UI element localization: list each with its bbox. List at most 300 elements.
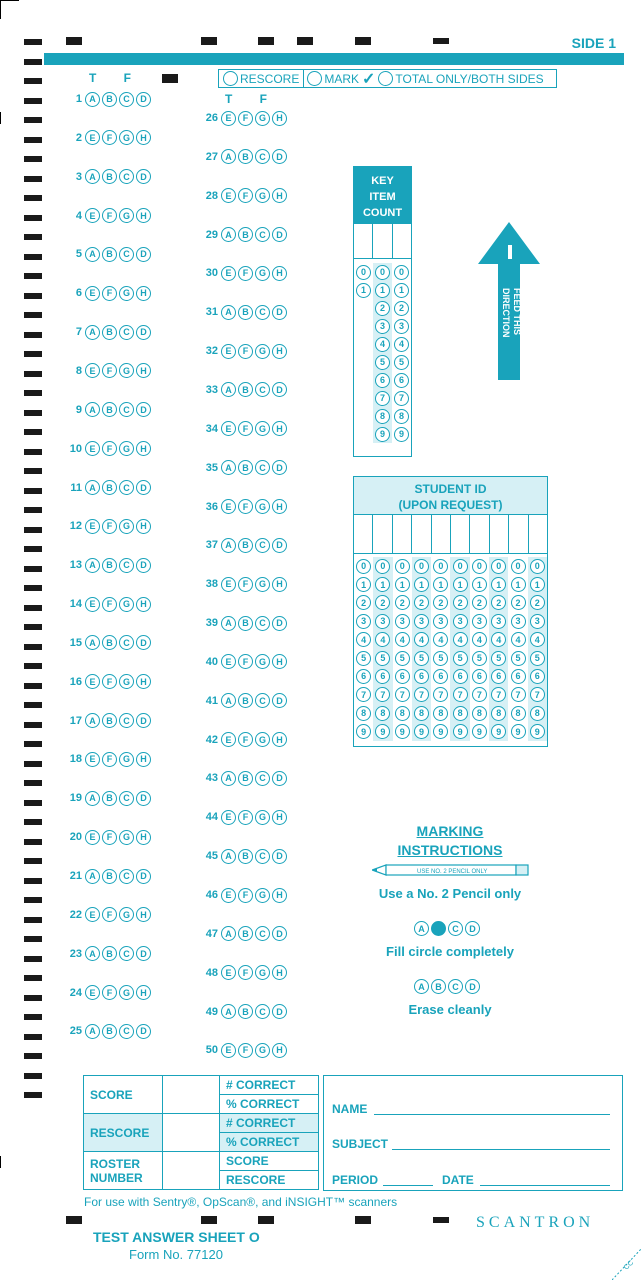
student-id-digit-bubble[interactable]: 3 [472,614,487,629]
answer-bubble-e[interactable]: E [85,985,100,1000]
answer-bubble-b[interactable]: B [102,92,117,107]
student-id-digit-bubble[interactable]: 9 [375,724,390,739]
student-id-write-box[interactable] [509,515,528,553]
student-id-digit-bubble[interactable]: 1 [395,577,410,592]
answer-bubble-d[interactable]: D [136,480,151,495]
answer-bubble-b[interactable]: B [102,480,117,495]
student-id-digit-bubble[interactable]: 6 [414,669,429,684]
student-id-digit-bubble[interactable]: 5 [453,651,468,666]
student-id-digit-bubble[interactable]: 8 [472,706,487,721]
answer-bubble-e[interactable]: E [221,888,236,903]
key-digit-bubble[interactable]: 8 [394,409,409,424]
student-id-digit-bubble[interactable]: 0 [433,559,448,574]
answer-bubble-d[interactable]: D [136,635,151,650]
key-digit-bubble[interactable]: 7 [394,391,409,406]
answer-bubble-c[interactable]: C [119,1024,134,1039]
key-digit-bubble[interactable]: 6 [375,373,390,388]
answer-bubble-e[interactable]: E [221,810,236,825]
answer-bubble-c[interactable]: C [119,791,134,806]
answer-bubble-d[interactable]: D [136,247,151,262]
student-id-digit-bubble[interactable]: 3 [395,614,410,629]
answer-bubble-c[interactable]: C [255,616,270,631]
answer-bubble-h[interactable]: H [136,519,151,534]
student-id-write-box[interactable] [470,515,489,553]
student-id-digit-bubble[interactable]: 7 [491,687,506,702]
answer-bubble-b[interactable]: B [238,460,253,475]
student-id-digit-bubble[interactable]: 4 [472,632,487,647]
answer-bubble-g[interactable]: G [119,752,134,767]
answer-bubble-e[interactable]: E [85,752,100,767]
student-id-digit-bubble[interactable]: 2 [356,595,371,610]
answer-bubble-e[interactable]: E [221,1043,236,1058]
student-id-write-box[interactable] [373,515,392,553]
student-id-digit-bubble[interactable]: 0 [491,559,506,574]
student-id-digit-bubble[interactable]: 4 [491,632,506,647]
answer-bubble-f[interactable]: F [238,188,253,203]
key-digit-bubble[interactable]: 9 [375,427,390,442]
answer-bubble-a[interactable]: A [85,1024,100,1039]
answer-bubble-a[interactable]: A [85,946,100,961]
answer-bubble-f[interactable]: F [102,985,117,1000]
student-id-digit-bubble[interactable]: 6 [375,669,390,684]
student-id-digit-bubble[interactable]: 6 [356,669,371,684]
score-value-cell[interactable] [163,1076,220,1114]
answer-bubble-g[interactable]: G [119,208,134,223]
answer-bubble-d[interactable]: D [136,946,151,961]
answer-bubble-c[interactable]: C [119,713,134,728]
student-id-digit-bubble[interactable]: 8 [395,706,410,721]
key-digit-bubble[interactable]: 0 [375,265,390,280]
student-id-write-box[interactable] [529,515,547,553]
student-id-write-box[interactable] [432,515,451,553]
key-write-box[interactable] [393,224,411,258]
answer-bubble-c[interactable]: C [255,771,270,786]
student-id-digit-bubble[interactable]: 8 [433,706,448,721]
answer-bubble-c[interactable]: C [255,149,270,164]
student-id-digit-bubble[interactable]: 5 [356,651,371,666]
student-id-digit-bubble[interactable]: 5 [395,651,410,666]
answer-bubble-h[interactable]: H [272,111,287,126]
answer-bubble-d[interactable]: D [136,325,151,340]
answer-bubble-h[interactable]: H [272,266,287,281]
name-line[interactable] [374,1114,610,1115]
student-id-digit-bubble[interactable]: 5 [511,651,526,666]
student-id-digit-bubble[interactable]: 2 [511,595,526,610]
answer-bubble-e[interactable]: E [85,363,100,378]
subject-line[interactable] [392,1149,610,1150]
answer-bubble-e[interactable]: E [85,907,100,922]
answer-bubble-d[interactable]: D [136,169,151,184]
student-id-digit-bubble[interactable]: 2 [453,595,468,610]
total-option-bubble[interactable] [378,71,393,86]
answer-bubble-b[interactable]: B [238,1004,253,1019]
answer-bubble-h[interactable]: H [136,985,151,1000]
answer-bubble-g[interactable]: G [119,674,134,689]
answer-bubble-a[interactable]: A [221,305,236,320]
student-id-digit-bubble[interactable]: 7 [453,687,468,702]
student-id-digit-bubble[interactable]: 8 [453,706,468,721]
answer-bubble-e[interactable]: E [85,597,100,612]
student-id-digit-bubble[interactable]: 8 [511,706,526,721]
answer-bubble-a[interactable]: A [221,693,236,708]
student-id-digit-bubble[interactable]: 4 [433,632,448,647]
answer-bubble-b[interactable]: B [102,869,117,884]
answer-bubble-d[interactable]: D [272,616,287,631]
answer-bubble-g[interactable]: G [255,111,270,126]
answer-bubble-h[interactable]: H [136,363,151,378]
student-id-digit-bubble[interactable]: 7 [356,687,371,702]
student-id-digit-bubble[interactable]: 0 [453,559,468,574]
answer-bubble-e[interactable]: E [221,111,236,126]
student-id-digit-bubble[interactable]: 5 [375,651,390,666]
student-id-digit-bubble[interactable]: 3 [453,614,468,629]
answer-bubble-e[interactable]: E [221,965,236,980]
answer-bubble-c[interactable]: C [255,538,270,553]
student-id-digit-bubble[interactable]: 6 [453,669,468,684]
answer-bubble-e[interactable]: E [221,421,236,436]
answer-bubble-a[interactable]: A [85,325,100,340]
answer-bubble-e[interactable]: E [221,344,236,359]
answer-bubble-e[interactable]: E [221,499,236,514]
answer-bubble-g[interactable]: G [255,965,270,980]
answer-bubble-h[interactable]: H [272,499,287,514]
answer-bubble-g[interactable]: G [119,441,134,456]
answer-bubble-d[interactable]: D [272,538,287,553]
student-id-digit-bubble[interactable]: 1 [472,577,487,592]
student-id-digit-bubble[interactable]: 0 [511,559,526,574]
key-digit-bubble[interactable]: 5 [394,355,409,370]
answer-bubble-g[interactable]: G [255,888,270,903]
answer-bubble-a[interactable]: A [85,869,100,884]
answer-bubble-c[interactable]: C [255,926,270,941]
answer-bubble-f[interactable]: F [238,499,253,514]
key-digit-bubble[interactable]: 2 [394,301,409,316]
answer-bubble-h[interactable]: H [136,130,151,145]
answer-bubble-b[interactable]: B [238,771,253,786]
student-id-digit-bubble[interactable]: 1 [491,577,506,592]
answer-bubble-b[interactable]: B [102,713,117,728]
answer-bubble-b[interactable]: B [238,382,253,397]
answer-bubble-f[interactable]: F [238,888,253,903]
student-id-digit-bubble[interactable]: 8 [375,706,390,721]
answer-bubble-d[interactable]: D [272,149,287,164]
answer-bubble-a[interactable]: A [221,771,236,786]
answer-bubble-a[interactable]: A [85,92,100,107]
answer-bubble-h[interactable]: H [272,654,287,669]
student-id-digit-bubble[interactable]: 2 [530,595,545,610]
answer-bubble-d[interactable]: D [272,1004,287,1019]
student-id-digit-bubble[interactable]: 3 [530,614,545,629]
student-id-digit-bubble[interactable]: 9 [530,724,545,739]
student-id-digit-bubble[interactable]: 3 [491,614,506,629]
answer-bubble-f[interactable]: F [102,830,117,845]
student-id-digit-bubble[interactable]: 4 [356,632,371,647]
student-id-digit-bubble[interactable]: 4 [530,632,545,647]
student-id-digit-bubble[interactable]: 1 [453,577,468,592]
student-id-digit-bubble[interactable]: 1 [375,577,390,592]
answer-bubble-a[interactable]: A [85,247,100,262]
answer-bubble-h[interactable]: H [136,752,151,767]
student-id-digit-bubble[interactable]: 3 [414,614,429,629]
student-id-digit-bubble[interactable]: 9 [511,724,526,739]
answer-bubble-d[interactable]: D [136,92,151,107]
answer-bubble-h[interactable]: H [272,1043,287,1058]
answer-bubble-a[interactable]: A [85,169,100,184]
answer-bubble-d[interactable]: D [136,1024,151,1039]
answer-bubble-c[interactable]: C [119,247,134,262]
rescore-value-cell[interactable] [163,1114,220,1152]
answer-bubble-e[interactable]: E [221,188,236,203]
student-id-digit-bubble[interactable]: 4 [414,632,429,647]
student-id-digit-bubble[interactable]: 6 [491,669,506,684]
answer-bubble-c[interactable]: C [255,227,270,242]
key-digit-bubble[interactable]: 8 [375,409,390,424]
student-id-digit-bubble[interactable]: 7 [530,687,545,702]
student-id-digit-bubble[interactable]: 2 [491,595,506,610]
answer-bubble-c[interactable]: C [119,325,134,340]
answer-bubble-g[interactable]: G [255,188,270,203]
student-id-digit-bubble[interactable]: 7 [414,687,429,702]
student-id-digit-bubble[interactable]: 5 [472,651,487,666]
answer-bubble-d[interactable]: D [272,926,287,941]
student-id-digit-bubble[interactable]: 2 [433,595,448,610]
date-line[interactable] [480,1185,610,1186]
answer-bubble-d[interactable]: D [272,849,287,864]
key-digit-bubble[interactable]: 4 [394,337,409,352]
answer-bubble-c[interactable]: C [119,635,134,650]
answer-bubble-f[interactable]: F [238,1043,253,1058]
student-id-digit-bubble[interactable]: 2 [375,595,390,610]
answer-bubble-h[interactable]: H [272,421,287,436]
answer-bubble-f[interactable]: F [238,965,253,980]
student-id-digit-bubble[interactable]: 8 [414,706,429,721]
answer-bubble-f[interactable]: F [102,286,117,301]
student-id-digit-bubble[interactable]: 9 [395,724,410,739]
student-id-write-box[interactable] [451,515,470,553]
answer-bubble-d[interactable]: D [272,227,287,242]
answer-bubble-e[interactable]: E [85,286,100,301]
answer-bubble-f[interactable]: F [102,519,117,534]
answer-bubble-g[interactable]: G [255,266,270,281]
student-id-digit-bubble[interactable]: 1 [356,577,371,592]
student-id-write-box[interactable] [412,515,431,553]
key-digit-bubble[interactable]: 0 [394,265,409,280]
key-digit-bubble[interactable]: 3 [394,319,409,334]
key-write-box[interactable] [354,224,373,258]
answer-bubble-b[interactable]: B [238,616,253,631]
answer-bubble-f[interactable]: F [238,810,253,825]
answer-bubble-h[interactable]: H [136,597,151,612]
answer-bubble-a[interactable]: A [221,227,236,242]
period-line[interactable] [383,1185,433,1186]
answer-bubble-f[interactable]: F [238,577,253,592]
answer-bubble-c[interactable]: C [119,946,134,961]
key-digit-bubble[interactable]: 4 [375,337,390,352]
student-id-digit-bubble[interactable]: 4 [511,632,526,647]
answer-bubble-d[interactable]: D [272,693,287,708]
student-id-digit-bubble[interactable]: 4 [395,632,410,647]
student-id-digit-bubble[interactable]: 7 [511,687,526,702]
key-digit-bubble[interactable]: 9 [394,427,409,442]
student-id-digit-bubble[interactable]: 5 [433,651,448,666]
answer-bubble-c[interactable]: C [255,305,270,320]
answer-bubble-f[interactable]: F [102,752,117,767]
answer-bubble-f[interactable]: F [102,130,117,145]
student-id-digit-bubble[interactable]: 9 [433,724,448,739]
key-write-box[interactable] [373,224,392,258]
key-digit-bubble[interactable]: 0 [356,265,371,280]
student-id-digit-bubble[interactable]: 5 [414,651,429,666]
answer-bubble-c[interactable]: C [119,558,134,573]
student-id-digit-bubble[interactable]: 0 [356,559,371,574]
student-id-digit-bubble[interactable]: 1 [414,577,429,592]
student-id-write-box[interactable] [393,515,412,553]
rescore-option-bubble[interactable] [223,71,238,86]
answer-bubble-g[interactable]: G [119,363,134,378]
answer-bubble-g[interactable]: G [119,519,134,534]
key-digit-bubble[interactable]: 1 [356,283,371,298]
answer-bubble-h[interactable]: H [136,674,151,689]
answer-bubble-d[interactable]: D [272,305,287,320]
answer-bubble-b[interactable]: B [102,169,117,184]
answer-bubble-b[interactable]: B [238,149,253,164]
key-digit-bubble[interactable]: 1 [394,283,409,298]
answer-bubble-a[interactable]: A [221,926,236,941]
answer-bubble-h[interactable]: H [272,732,287,747]
answer-bubble-a[interactable]: A [85,480,100,495]
answer-bubble-f[interactable]: F [102,597,117,612]
answer-bubble-f[interactable]: F [102,907,117,922]
student-id-digit-bubble[interactable]: 6 [511,669,526,684]
answer-bubble-f[interactable]: F [102,363,117,378]
answer-bubble-g[interactable]: G [119,597,134,612]
key-digit-bubble[interactable]: 3 [375,319,390,334]
answer-bubble-e[interactable]: E [221,577,236,592]
answer-bubble-b[interactable]: B [238,849,253,864]
answer-bubble-f[interactable]: F [238,654,253,669]
answer-bubble-f[interactable]: F [238,111,253,126]
answer-bubble-f[interactable]: F [238,732,253,747]
student-id-digit-bubble[interactable]: 7 [433,687,448,702]
answer-bubble-g[interactable]: G [119,830,134,845]
answer-bubble-d[interactable]: D [272,460,287,475]
student-id-digit-bubble[interactable]: 8 [491,706,506,721]
answer-bubble-e[interactable]: E [85,208,100,223]
answer-bubble-b[interactable]: B [102,247,117,262]
student-id-digit-bubble[interactable]: 4 [375,632,390,647]
answer-bubble-a[interactable]: A [221,460,236,475]
answer-bubble-e[interactable]: E [85,130,100,145]
answer-bubble-h[interactable]: H [272,965,287,980]
student-id-digit-bubble[interactable]: 0 [472,559,487,574]
answer-bubble-a[interactable]: A [85,713,100,728]
answer-bubble-c[interactable]: C [119,869,134,884]
answer-bubble-h[interactable]: H [136,830,151,845]
answer-bubble-d[interactable]: D [272,382,287,397]
student-id-digit-bubble[interactable]: 0 [414,559,429,574]
key-digit-bubble[interactable]: 1 [375,283,390,298]
student-id-digit-bubble[interactable]: 8 [356,706,371,721]
answer-bubble-h[interactable]: H [136,907,151,922]
answer-bubble-a[interactable]: A [85,635,100,650]
answer-bubble-h[interactable]: H [272,810,287,825]
answer-bubble-d[interactable]: D [136,713,151,728]
answer-bubble-g[interactable]: G [255,654,270,669]
answer-bubble-b[interactable]: B [238,693,253,708]
student-id-write-box[interactable] [490,515,509,553]
student-id-digit-bubble[interactable]: 0 [530,559,545,574]
answer-bubble-a[interactable]: A [85,402,100,417]
answer-bubble-g[interactable]: G [255,344,270,359]
student-id-digit-bubble[interactable]: 2 [395,595,410,610]
answer-bubble-c[interactable]: C [119,402,134,417]
answer-bubble-b[interactable]: B [238,926,253,941]
student-id-digit-bubble[interactable]: 5 [491,651,506,666]
answer-bubble-b[interactable]: B [238,305,253,320]
answer-bubble-c[interactable]: C [255,693,270,708]
student-id-digit-bubble[interactable]: 3 [375,614,390,629]
answer-bubble-g[interactable]: G [119,985,134,1000]
answer-bubble-f[interactable]: F [102,441,117,456]
answer-bubble-e[interactable]: E [85,674,100,689]
answer-bubble-b[interactable]: B [102,791,117,806]
student-id-digit-bubble[interactable]: 2 [414,595,429,610]
answer-bubble-c[interactable]: C [255,460,270,475]
answer-bubble-d[interactable]: D [136,869,151,884]
answer-bubble-h[interactable]: H [136,286,151,301]
answer-bubble-a[interactable]: A [221,1004,236,1019]
student-id-digit-bubble[interactable]: 1 [530,577,545,592]
answer-bubble-h[interactable]: H [272,344,287,359]
answer-bubble-b[interactable]: B [102,946,117,961]
key-digit-bubble[interactable]: 5 [375,355,390,370]
answer-bubble-f[interactable]: F [238,421,253,436]
student-id-digit-bubble[interactable]: 6 [433,669,448,684]
answer-bubble-h[interactable]: H [272,577,287,592]
student-id-digit-bubble[interactable]: 5 [530,651,545,666]
student-id-digit-bubble[interactable]: 9 [453,724,468,739]
answer-bubble-a[interactable]: A [85,791,100,806]
key-digit-bubble[interactable]: 6 [394,373,409,388]
answer-bubble-e[interactable]: E [85,441,100,456]
answer-bubble-g[interactable]: G [119,286,134,301]
answer-bubble-e[interactable]: E [85,830,100,845]
answer-bubble-e[interactable]: E [221,732,236,747]
answer-bubble-e[interactable]: E [221,266,236,281]
answer-bubble-b[interactable]: B [102,635,117,650]
student-id-digit-bubble[interactable]: 9 [472,724,487,739]
answer-bubble-b[interactable]: B [102,558,117,573]
key-digit-bubble[interactable]: 7 [375,391,390,406]
answer-bubble-f[interactable]: F [102,208,117,223]
answer-bubble-f[interactable]: F [238,266,253,281]
student-id-digit-bubble[interactable]: 3 [433,614,448,629]
answer-bubble-b[interactable]: B [102,402,117,417]
answer-bubble-d[interactable]: D [272,771,287,786]
roster-value-cell[interactable] [163,1152,220,1190]
answer-bubble-a[interactable]: A [85,558,100,573]
answer-bubble-d[interactable]: D [136,791,151,806]
student-id-digit-bubble[interactable]: 3 [511,614,526,629]
student-id-digit-bubble[interactable]: 7 [472,687,487,702]
answer-bubble-d[interactable]: D [136,402,151,417]
answer-bubble-a[interactable]: A [221,538,236,553]
student-id-digit-bubble[interactable]: 6 [472,669,487,684]
answer-bubble-b[interactable]: B [238,227,253,242]
answer-bubble-c[interactable]: C [255,849,270,864]
answer-bubble-g[interactable]: G [255,732,270,747]
student-id-digit-bubble[interactable]: 7 [395,687,410,702]
